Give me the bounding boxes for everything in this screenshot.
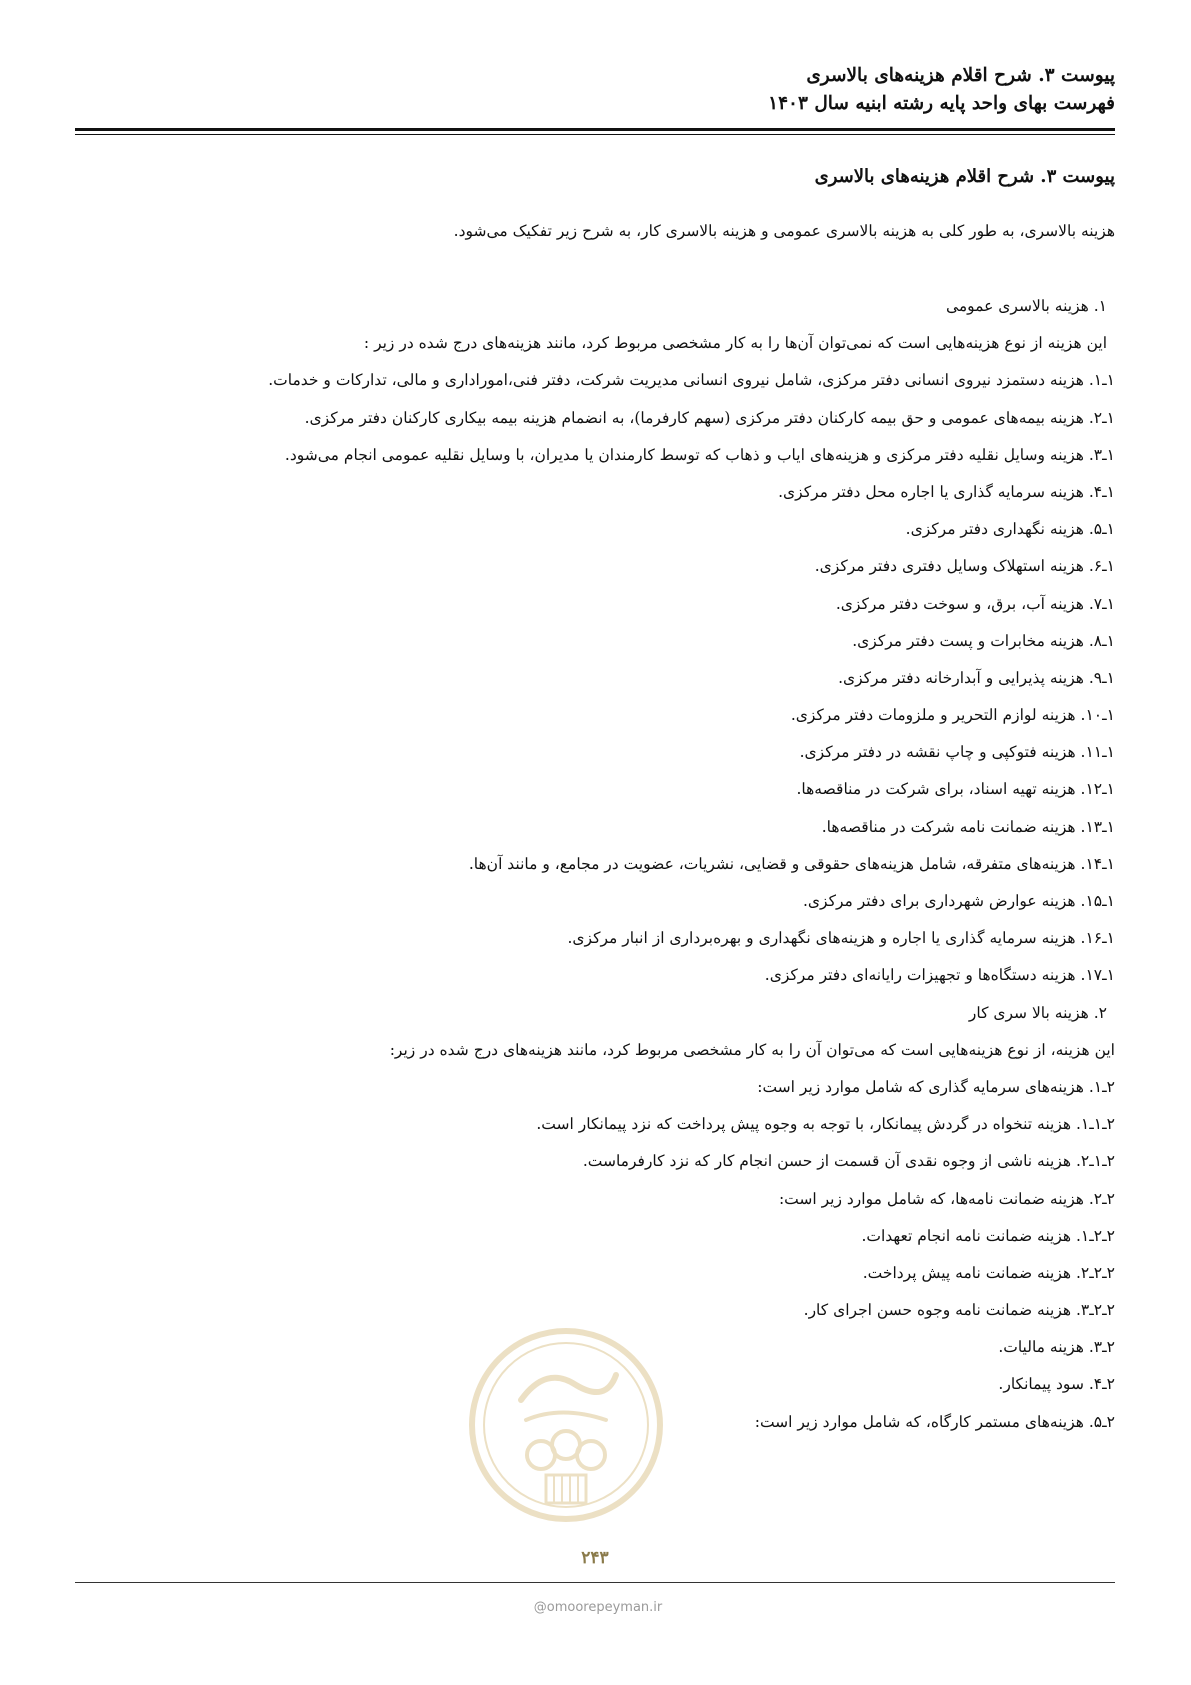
- list-item: ۲ـ۵. هزینه‌های مستمر کارگاه، که شامل موارد زیر است:: [754, 1412, 1115, 1431]
- list-item: ۱ـ۸. هزینه مخابرات و پست دفتر مرکزی.: [852, 631, 1115, 650]
- list-item: ۱ـ۶. هزینه استهلاک وسایل دفتری دفتر مرکزی.: [814, 557, 1115, 576]
- list-item: ۱ـ۴. هزینه سرمایه گذاری یا اجاره محل دفتر مرکزی.: [778, 482, 1115, 501]
- watermark-logo-icon: [466, 1325, 666, 1525]
- list-item: ۲ـ۲ـ۱. هزینه ضمانت نامه انجام تعهدات.: [861, 1226, 1115, 1245]
- heading-general-overhead: ۱. هزینه بالاسری عمومی: [945, 297, 1107, 315]
- list-item: ۱ـ۳. هزینه وسایل نقلیه دفتر مرکزی و هزینه‌های ایاب و ذهاب که توسط کارمندان یا مدیران، با وسایل نقلیه عمومی انجام می‌شود.: [284, 445, 1115, 464]
- overhead-items-list: [75, 288, 1115, 1441]
- website-watermark: @omoorepeyman.ir: [533, 1600, 663, 1615]
- list-item: ۲ـ۱. هزینه‌های سرمایه گذاری که شامل موارد زیر است:: [757, 1077, 1115, 1096]
- project-overhead-description: این هزینه، از نوع هزینه‌هایی است که می‌توان آن را به کار مشخصی مربوط کرد، مانند هزینه‌های درج شده در زیر:: [389, 1040, 1115, 1059]
- header-rule-thin: [75, 134, 1115, 135]
- list-item: ۱ـ۱۲. هزینه تهیه اسناد، برای شرکت در مناقصه‌ها.: [796, 780, 1115, 799]
- heading-project-overhead: ۲. هزینه بالا سری کار: [968, 1003, 1107, 1022]
- list-item: ۱ـ۱۳. هزینه ضمانت نامه شرکت در مناقصه‌ها.: [821, 817, 1115, 836]
- list-item: ۲ـ۲ـ۲. هزینه ضمانت نامه پیش پرداخت.: [862, 1263, 1115, 1282]
- general-overhead-description: این هزینه از نوع هزینه‌هایی است که نمی‌توان آن‌ها را به کار مشخصی مربوط کرد، مانند هزینه‌های درج شده در زیر :: [363, 334, 1107, 353]
- footer-rule: [75, 1582, 1115, 1583]
- list-item: ۱ـ۱۴. هزینه‌های متفرقه، شامل هزینه‌های حقوقی و قضایی، نشریات، عضویت در مجامع، و مانند آن‌ها.: [468, 854, 1115, 873]
- header-rule-thick: [75, 128, 1115, 131]
- list-item: ۱ـ۱. هزینه دستمزد نیروی انسانی دفتر مرکزی، شامل نیروی انسانی مدیریت شرکت، دفتر فنی،اموراداری و مالی، تدارکات و خدمات.: [268, 371, 1115, 390]
- list-item: ۱ـ۱۶. هزینه سرمایه گذاری یا اجاره و هزینه‌های نگهداری و بهره‌برداری از انبار مرکزی.: [567, 929, 1115, 948]
- list-item: ۲ـ۱ـ۲. هزینه ناشی از وجوه نقدی آن قسمت از حسن انجام کار که نزد کارفرماست.: [582, 1152, 1115, 1171]
- list-item: ۱ـ۵. هزینه نگهداری دفتر مرکزی.: [905, 520, 1115, 539]
- list-item: ۲ـ۴. سود پیمانکار.: [998, 1375, 1115, 1394]
- section-title: پیوست ۳. شرح اقلام هزینه‌های بالاسری: [814, 166, 1115, 187]
- list-item: ۱ـ۷. هزینه آب، برق، و سوخت دفتر مرکزی.: [835, 594, 1115, 613]
- header-title: پیوست ۳. شرح اقلام هزینه‌های بالاسری: [806, 65, 1115, 86]
- list-item: ۱ـ۱۷. هزینه دستگاه‌ها و تجهیزات رایانه‌ای دفتر مرکزی.: [764, 966, 1115, 985]
- page-header: [75, 62, 1115, 118]
- list-item: ۱ـ۱۵. هزینه عوارض شهرداری برای دفتر مرکزی.: [802, 892, 1115, 910]
- list-item: ۱ـ۹. هزینه پذیرایی و آبدارخانه دفتر مرکزی.: [838, 668, 1115, 687]
- intro-paragraph: هزینه بالاسری، به طور کلی به هزینه بالاسری عمومی و هزینه بالاسری کار، به شرح زیر تفکیک می‌شود.: [453, 222, 1115, 240]
- list-item: ۲ـ۲ـ۳. هزینه ضمانت نامه وجوه حسن اجرای کار.: [803, 1301, 1115, 1320]
- list-item: ۱ـ۱۰. هزینه لوازم التحریر و ملزومات دفتر مرکزی.: [790, 706, 1115, 725]
- list-item: ۱ـ۱۱. هزینه فتوکپی و چاپ نقشه در دفتر مرکزی.: [799, 743, 1115, 762]
- list-item: ۲ـ۳. هزینه مالیات.: [998, 1338, 1115, 1357]
- list-item: ۲ـ۱ـ۱. هزینه تنخواه در گردش پیمانکار، با توجه به وجوه پیش پرداخت که نزد پیمانکار است.: [536, 1115, 1115, 1134]
- header-subtitle: فهرست بهای واحد پایه رشته ابنیه سال ۱۴۰۳: [768, 93, 1115, 114]
- list-item: ۱ـ۲. هزینه بیمه‌های عمومی و حق بیمه کارکنان دفتر مرکزی (سهم کارفرما)، به انضمام هزینه بیمه بیکاری کارکنان دفتر مرکزی.: [304, 408, 1115, 427]
- page-number: ۲۴۳: [581, 1548, 609, 1568]
- list-item: ۲ـ۲. هزینه ضمانت نامه‌ها، که شامل موارد زیر است:: [778, 1189, 1115, 1208]
- document-body: [75, 164, 1115, 1441]
